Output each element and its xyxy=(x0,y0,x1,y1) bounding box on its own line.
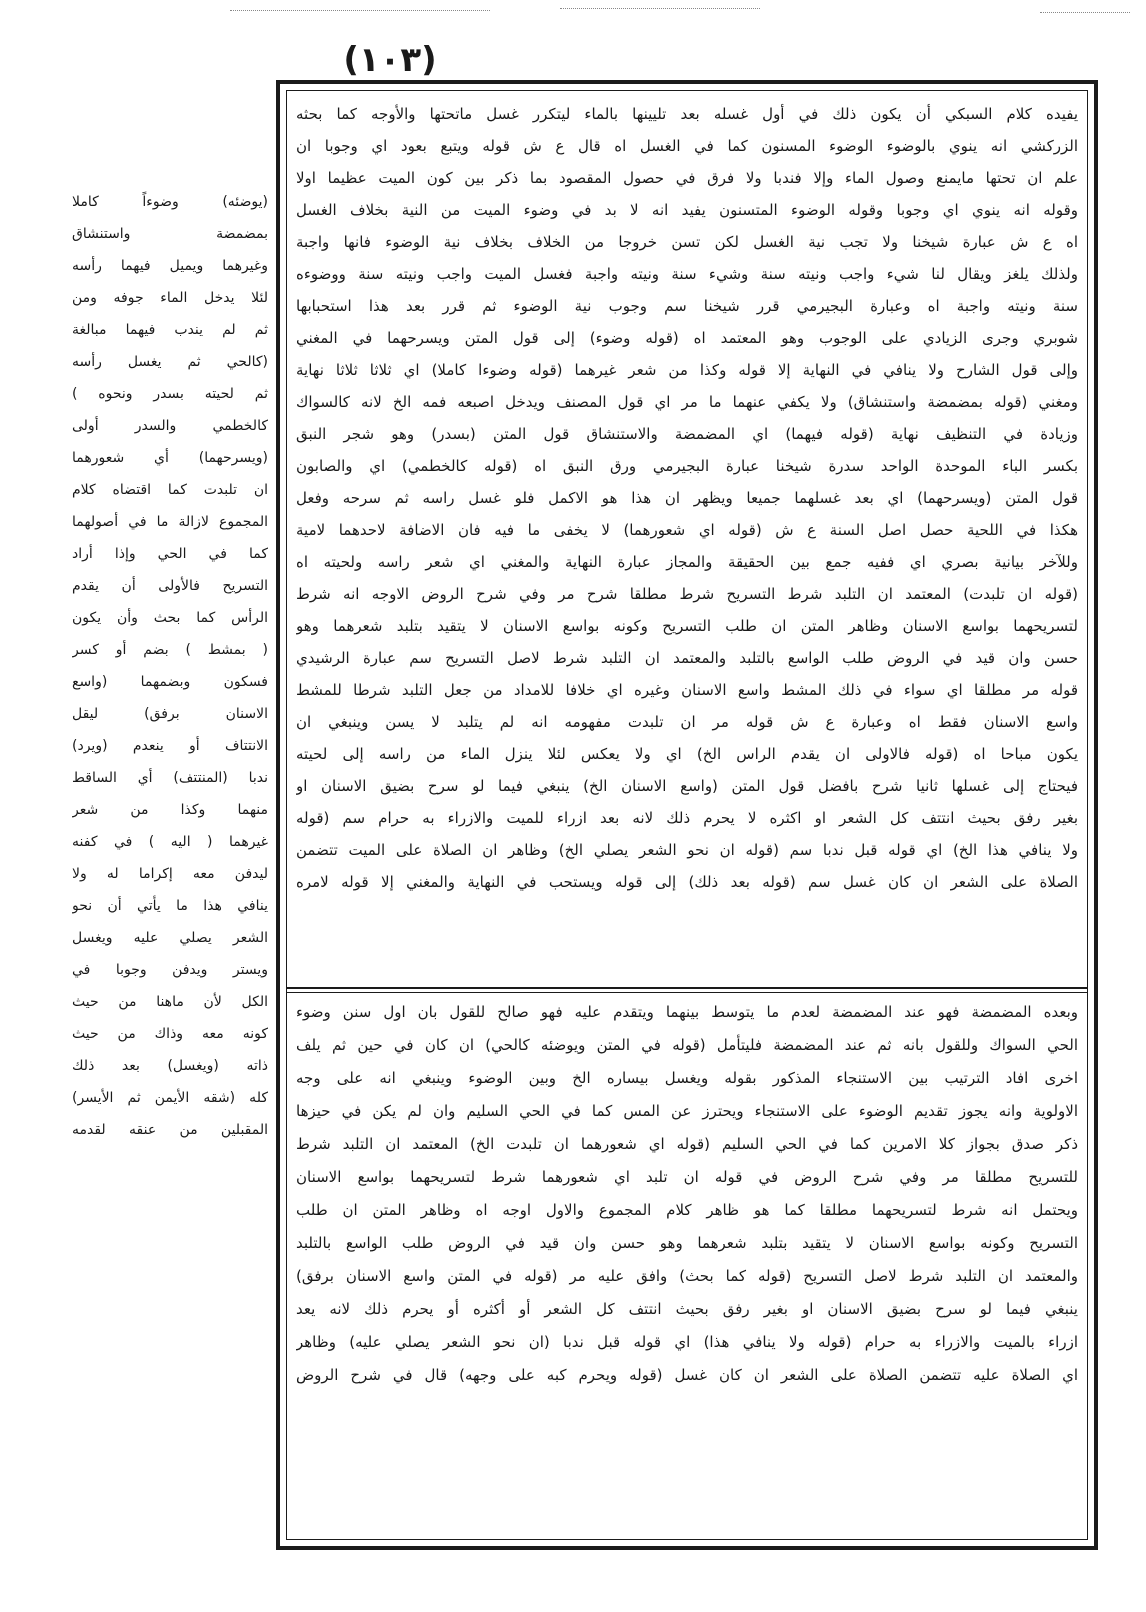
text-line: (يوضئه) وضوءاً كاملا xyxy=(72,194,268,210)
text-line: وللآخر بيانية بصري اي ففيه جمع بين الحقيقة والمجاز عبارة النهاية والمغني اي شعر راسه ولحيته اه xyxy=(296,553,1078,571)
text-line: (كالحي ثم يغسل رأسه xyxy=(72,354,268,370)
text-line: ثم لم يندب فيهما مبالغة xyxy=(72,322,268,338)
text-line: كالخطمي والسدر أولى xyxy=(72,418,268,434)
text-line: الاسنان برفق) ليقل xyxy=(72,706,268,722)
text-line: شوبري وجرى الزيادي على الوجوب وهو المعتمد اه (قوله وضوء) إلى قول المتن ويسرحهما في المغني xyxy=(296,329,1078,347)
text-line: وزيادة في التنظيف نهاية (قوله فيهما) اي المضمضة والاستنشاق قول المتن (بسدر) وهو شجر النبق xyxy=(296,425,1078,443)
page-number: (١٠٣) xyxy=(343,40,437,80)
text-line: قول المتن (ويسرحهما) اي بعد غسلهما جميعا ويظهر ان هذا هو الاكمل فلو غسل راسه ثم سرحه وفعل xyxy=(296,489,1078,507)
text-line: الزركشي انه ينوي بالوضوء الوضوء المسنون كما في الغسل اه قال ع ش قوله ويتبع بعود اي وجوبا ان xyxy=(296,137,1078,155)
text-line: وبعده المضمضة فهو عند المضمضة لعدم ما يتوسط بينهما ويتقدم عليه فهو صالح للقول بان اول سنن وضوء xyxy=(296,1003,1078,1021)
text-line: الحي السواك وللقول بانه ثم عند المضمضة فليتأمل (قوله في المتن ويوضئه كالحي) ان كان في حين ثم يلف xyxy=(296,1036,1078,1054)
text-line: الكل لأن ماهنا من حيث xyxy=(72,994,268,1010)
text-line: ( بمشط ) بضم أو كسر xyxy=(72,642,268,658)
text-line: ينبغي فيما لو سرح بضيق الاسنان او بغير رفق بحيث انتتف كل الشعر أو أكثره أو يحرم ذلك لانه يعد xyxy=(296,1300,1078,1318)
text-line: وقوله انه ينوي اي وجوبا وقوله الوضوء المتسنون يفيد انه لا بد في وضوء الميت من النية بخلاف الغسل xyxy=(296,201,1078,219)
text-line: الرأس كما بحث وأن يكون xyxy=(72,610,268,626)
text-line: هكذا في اللحية حصل اصل السنة ع ش (قوله اي شعورهما) لا يخفى ما فيه فان الاضافة لاحدهما لامية xyxy=(296,521,1078,539)
text-line: لئلا يدخل الماء جوفه ومن xyxy=(72,290,268,306)
text-line: ندبا (المنتتف) أي الساقط xyxy=(72,770,268,786)
text-line: منهما وكذا من شعر xyxy=(72,802,268,818)
text-line: ذكر صدق بجواز كلا الامرين كما في الحي السليم (قوله اي شعورهما ان تلبدت الخ) المعتمد ان التلبد شرط xyxy=(296,1135,1078,1153)
text-line: غيرهما ( اليه ) في كفنه xyxy=(72,834,268,850)
text-line: الشعر يصلي عليه ويغسل xyxy=(72,930,268,946)
text-line: ثم لحيته بسدر ونحوه ) xyxy=(72,386,268,402)
scan-edge-mark-top-right xyxy=(560,8,760,9)
text-line: ولا ينافي هذا الخ) اي قوله قبل ندبا سم (قوله ان نحو الشعر يصلي الخ) وظاهر ان الصلاة على الميت تتضمن xyxy=(296,841,1078,859)
text-line: التسريح وكونه بواسع الاسنان لا يتقيد بتلبد شعرهما وهو حسن وان قيد في الروض طلب الواسع بالتلبد xyxy=(296,1234,1078,1252)
margin-column xyxy=(72,186,268,1146)
text-line: وغيرهما ويميل فيهما رأسه xyxy=(72,258,268,274)
text-line: ولذلك يلغز ويقال لنا شيء واجب ونيته سنة وشيء سنة ونيته واجبة فغسل الميت واجب ونيته سنة ووضوءه xyxy=(296,265,1078,283)
section-divider-thin xyxy=(286,992,1088,993)
text-line: بغير رفق بحيث انتتف كل الشعر او اكثره لا يحرم ذلك لانه بعد ازراء للميت والازراء به حرام سم (قوله xyxy=(296,809,1078,827)
text-line: يفيده كلام السبكي أن يكون ذلك في أول غسله بعد تليينها بالماء ليتكرر غسل ماتحتها والأوجه كما بحثه xyxy=(296,105,1078,123)
text-line: اخرى افاد الترتيب بين الاستنجاء المذكور بقوله ويغسل بيساره الخ وبين الوضوء وينبغي انه على وجه xyxy=(296,1069,1078,1087)
text-line: المقبلين من عنقه لقدمه xyxy=(72,1122,268,1138)
commentary-frame xyxy=(276,80,1098,1550)
text-line: ليدفن معه إكراما له ولا xyxy=(72,866,268,882)
text-line: والمعتمد ان التلبد شرط لاصل التسريح (قوله كما بحث) وافق عليه مر (قوله في المتن واسع الاسنان برفق) xyxy=(296,1267,1078,1285)
text-line: الاولوية وانه يجوز تقديم الوضوء على الاستنجاء ويحترز عن المس كما في الحي السليم وان لم يكن في حيزها xyxy=(296,1102,1078,1120)
text-line: اي الصلاة عليه تتضمن الصلاة على الشعر ان كان غسل (قوله ويحرم كبه على وجهه) قال في شرح الروض xyxy=(296,1366,1078,1384)
text-line: علم ان تحتها مايمنع وصول الماء وإلا فندبا ولا فرق في حصول المقصود بما ذكر بين كون الميت عظيما اولا xyxy=(296,169,1078,187)
text-line: بكسر الباء الموحدة الواحد سدرة شيخنا عبارة البجيرمي ورق النبق اه (قوله كالخطمي) اي والصابون xyxy=(296,457,1078,475)
text-line: فسكون وبضمهما (واسع xyxy=(72,674,268,690)
text-line: بمضمضة واستنشاق xyxy=(72,226,268,242)
text-line: كما في الحي وإذا أراد xyxy=(72,546,268,562)
text-line: الصلاة على الشعر ان كان غسل سم (قوله بعد ذلك) إلى قوله ويستحب في النهاية والمغني إلا قوله لامره xyxy=(296,873,1078,891)
commentary-top-section xyxy=(286,98,1088,978)
text-line: ازراء بالميت والازراء به حرام (قوله ولا ينافي هذا) اي قوله قبل ندبا (ان نحو الشعر يصلي عليه) وظاهر xyxy=(296,1333,1078,1351)
text-line: وإلى قول الشارح ولا ينافي في النهاية إلا قوله وكذا من شعر غيرهما (قوله وضوءا كاملا) اي ثلاثا ثلاثا نهاية xyxy=(296,361,1078,379)
text-line: اه ع ش عبارة شيخنا ولا تجب نية الغسل لكن تسن خروجا من الخلاف بخلاف نية الوضوء فانها واجبة xyxy=(296,233,1078,251)
text-line: واسع الاسنان فقط اه وعبارة ع ش قوله مر ان تلبدت مفهومه انه لم يتلبد لا يسن وينبغي ان xyxy=(296,713,1078,731)
scan-edge-mark-top xyxy=(230,10,490,11)
text-line: (ويسرحهما) أي شعورهما xyxy=(72,450,268,466)
text-line: (قوله ان تلبدت) المعتمد ان التلبد شرط التسريح شرط مطلقا شرح مر وفي شرح الروض الاوجه انه شرط xyxy=(296,585,1078,603)
text-line: ذاته (ويغسل) بعد ذلك xyxy=(72,1058,268,1074)
commentary-bottom-section xyxy=(286,996,1088,1536)
text-line: ومغني (قوله بمضمضة واستنشاق) ولا يكفي عنهما ما مر اي قول المصنف ويدخل اصبعه فمه الخ لانه كالسواك xyxy=(296,393,1078,411)
text-line: قوله مر مطلقا اي سواء في ذلك المشط واسع الاسنان وغيره اي خلافا للامداد من جعل التلبد شرطا للمشط xyxy=(296,681,1078,699)
text-line: ان تلبدت كما اقتضاه كلام xyxy=(72,482,268,498)
text-line: التسريح فالأولى أن يقدم xyxy=(72,578,268,594)
text-line: يكون مباحا اه (قوله فالاولى ان يقدم الراس الخ) اي ولا يعكس لئلا ينزل الماء من راسه إلى لحيته xyxy=(296,745,1078,763)
scan-edge-mark-corner xyxy=(1040,12,1130,13)
section-divider xyxy=(286,987,1088,989)
text-line: ويحتمل انه شرط لتسريحهما مطلقا كما هو ظاهر كلام المجموع والاول اوجه اه وظاهر المتن ان طلب xyxy=(296,1201,1078,1219)
text-line: كونه معه وذاك من حيث xyxy=(72,1026,268,1042)
text-line: لتسريحهما بواسع الاسنان وظاهر المتن ان طلب التسريح وكونه بواسع الاسنان لا يتقيد بتلبد شعرهما وهو xyxy=(296,617,1078,635)
text-line: ينافي هذا ما يأتي أن نحو xyxy=(72,898,268,914)
text-line: ويستر ويدفن وجوبا في xyxy=(72,962,268,978)
text-line: كله (شقه الأيمن ثم الأيسر) xyxy=(72,1090,268,1106)
text-line: سنة ونيته واجبة اه وعبارة البجيرمي قرر شيخنا سم وجوب نية الوضوء ثم قرر بعد هذا استحبابها xyxy=(296,297,1078,315)
text-line: للتسريح مطلقا مر وفي شرح الروض في قوله ان تلبد اي شعورهما شرط لتسريحهما بواسع الاسنان xyxy=(296,1168,1078,1186)
text-line: المجموع لازالة ما في أصولهما xyxy=(72,514,268,530)
text-line: فيحتاج إلى غسلها ثانيا شرح بافضل قول المتن (واسع الاسنان الخ) ينبغي فيما لو سرح بضيق الاسنان او xyxy=(296,777,1078,795)
text-line: حسن وان قيد في الروض طلب الواسع بالتلبد والمعتمد ان التلبد شرط لاصل التسريح سم عبارة الرشيدي xyxy=(296,649,1078,667)
text-line: الانتتاف أو ينعدم (ويرد) xyxy=(72,738,268,754)
